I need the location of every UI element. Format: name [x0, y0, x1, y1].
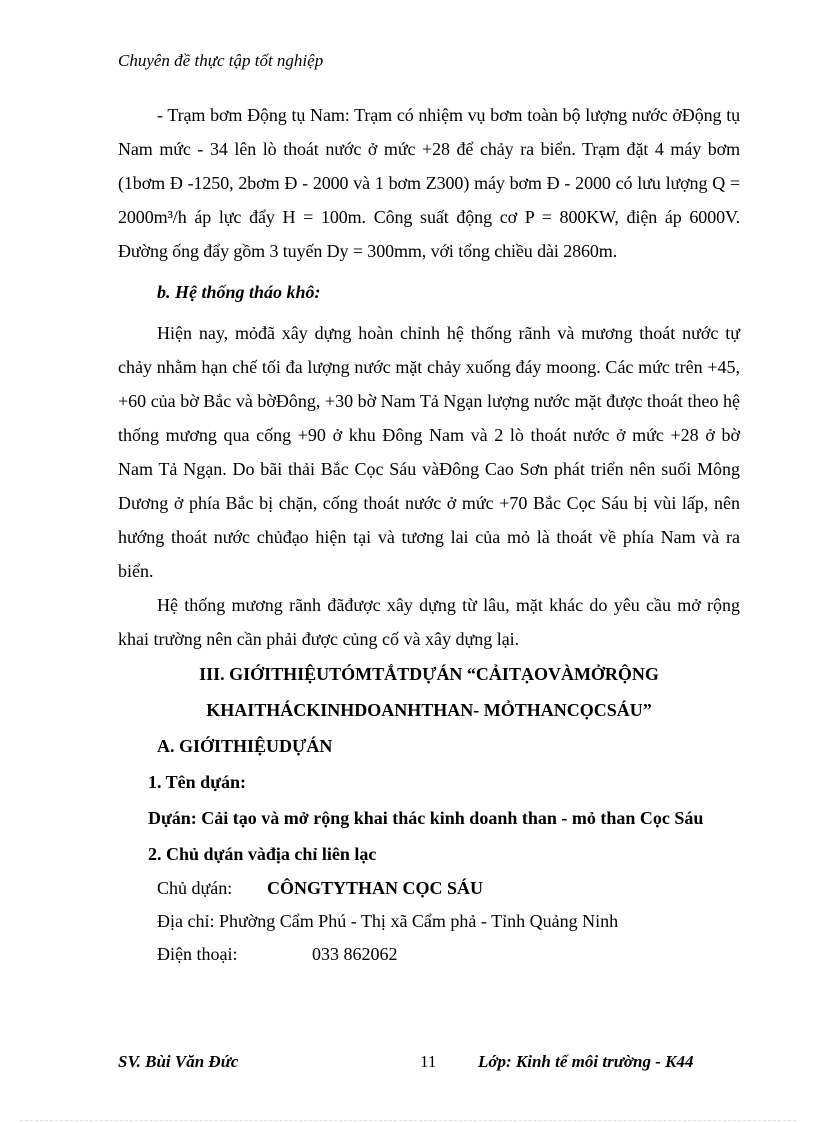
section-subheading-a: A. GIỚITHIỆUDỰÁN [157, 736, 333, 756]
subheading-drainage: b. Hệ thống tháo khô: [157, 282, 321, 302]
paragraph-pump-station: - Trạm bơm Động tụ Nam: Trạm có nhiệm vụ bơm toàn bộ lượng nước ởĐộng tụ Nam mức - 34 lên lò thoát nước ở mức +28 để chảy ra biển. Trạm đặt 4 máy bơm (1bơm Đ -1250, 2bơm Đ - 2000 và 1 bơm Z300) máy bơm Đ - 2000 có lưu lượng Q = 2000m³/h áp lực đẩy H = 100m. Công suất động cơ P = 800KW, điện áp 6000V. Đường ống đẩy gồm 3 tuyến Dy = 300mm, với tổng chiều dài 2860m. [118, 105, 740, 261]
section-title-line-2: KHAITHÁCKINHDOANHTHAN- MỎTHANCỌCSÁU” [206, 700, 652, 720]
item-1-value: Dựán: Cải tạo và mở rộng khai thác kinh doanh than - mỏ than Cọc Sáu [148, 808, 704, 828]
item-1-title: 1. Tên dựán: [148, 772, 246, 792]
owner-value: CÔNGTYTHAN CỌC SÁU [267, 878, 484, 898]
owner-label: Chủ dựán: [157, 878, 233, 898]
paragraph-drainage-2: Hệ thống mương rãnh đãđược xây dựng từ lâu, mặt khác do yêu cầu mở rộng khai trường nên cần phải được củng cố và xây dựng lại. [118, 595, 740, 649]
footer-author: SV. Bùi Văn Đức [118, 1052, 239, 1071]
footer-class-info: Lớp: Kinh tế môi trường - K44 [478, 1052, 694, 1071]
document-body [118, 98, 740, 971]
phone-value: 033 862062 [312, 944, 398, 964]
footer-page-number: 11 [420, 1052, 437, 1071]
phone-label: Điện thoại: [157, 944, 238, 964]
address-row: Địa chỉ: Phường Cẩm Phú - Thị xã Cẩm phả - Tỉnh Quảng Ninh [157, 911, 619, 931]
item-2-title: 2. Chủ dựán vàđịa chỉ liên lạc [148, 844, 377, 864]
paragraph-drainage-1: Hiện nay, mỏđã xây dựng hoàn chỉnh hệ thống rãnh và mương thoát nước tự chảy nhằm hạn chế tối đa lượng nước mặt chảy xuống đáy moong. Các mức trên +45, +60 của bờ Bắc và bờĐông, +30 bờ Nam Tả Ngạn lượng nước mặt được thoát theo hệ thống mương qua cống +90 ở khu Đông Nam và 2 lò thoát nước ở mức +28 ở bờ Nam Tả Ngạn. Do bãi thải Bắc Cọc Sáu vàĐông Cao Sơn phát triển nên suối Mông Dương ở phía Bắc bị chặn, cống thoát nước ở mức +70 Bắc Cọc Sáu bị vùi lấp, nên hướng thoát nước chủđạo hiện tại và tương lai của mỏ là thoát về phía Nam và ra biển. [118, 323, 740, 581]
phone-row [118, 938, 740, 971]
page-header: Chuyên đề thực tập tốt nghiệp [118, 51, 324, 70]
page-bottom-edge [20, 1120, 796, 1121]
section-title-line-1: III. GIỚITHIỆUTÓMTẮTDỰÁN “CẢITẠOVÀMỞRỘNG [199, 664, 659, 684]
owner-row [118, 872, 740, 905]
